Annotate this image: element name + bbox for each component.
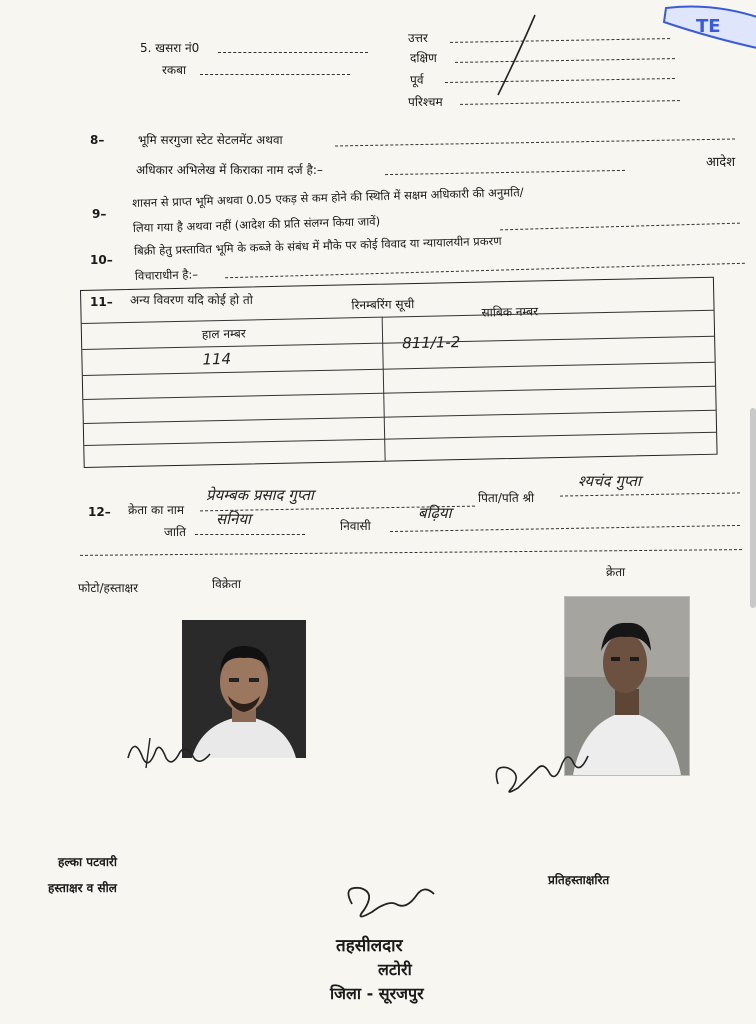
scrollbar[interactable] <box>750 408 756 608</box>
row8-aside: आदेश <box>706 155 736 170</box>
patwari-sign-seal: हस्ताक्षर व सील <box>48 881 117 895</box>
photo-sign-label: फोटो/हस्ताक्षर <box>78 581 139 595</box>
row10-line2: विचाराधीन है:– <box>134 267 199 283</box>
patwari-title: हल्का पटवारी <box>58 855 117 869</box>
row12-number: 12– <box>88 505 111 519</box>
blue-stamp-mark <box>656 0 756 50</box>
resident-label: निवासी <box>340 519 371 533</box>
father-name-value: श्यचंद गुप्ता <box>578 472 641 490</box>
row8-line1: भूमि सरगुजा स्टेट सेटलमेंट अथवा <box>138 133 283 147</box>
boundary-south-label: दक्षिण <box>410 51 437 65</box>
svg-text:TE: TE <box>696 16 721 37</box>
table-previous-value: 811/1-2 <box>401 333 461 353</box>
row10-number: 10– <box>90 253 113 267</box>
row9-block <box>132 180 713 236</box>
table-col-previous: साबिक नम्बर <box>481 304 539 320</box>
buyer-name-label: क्रेता का नाम <box>128 503 185 517</box>
row9-number: 9– <box>92 207 107 221</box>
buyer-label: क्रेता <box>606 565 626 579</box>
tehsildar-signature <box>336 874 446 926</box>
seal-place: लटोरी <box>378 960 412 979</box>
boundary-east-label: पूर्व <box>410 73 424 87</box>
row9-line2: लिया गया है अथवा नहीं (आदेश की प्रति संलग्न किया जावें) <box>132 214 381 235</box>
row9-line1: शासन से प्राप्त भूमि अथवा 0.05 एकड़ से कम होने की स्थिति में सक्षम अधिकारी की अनुमति/ <box>132 185 524 210</box>
boundary-north-label: उत्तर <box>408 31 428 45</box>
row10-line1: बिक्री हेतु प्रस्तावित भूमि के कब्जे के संबंध में मौके पर कोई विवाद या न्यायालयीन प्रकरण <box>134 233 502 258</box>
table-current-value: 114 <box>202 349 232 369</box>
seller-signature <box>120 728 220 778</box>
caste-label: जाति <box>164 525 186 539</box>
row11-label: अन्य विवरण यदि कोई हो तो <box>130 293 253 307</box>
father-name-label: पिता/पति श्री <box>478 491 535 505</box>
caste-value: सनिया <box>216 510 251 528</box>
resident-value: बढ़िया <box>418 504 452 522</box>
seller-label: विक्रेता <box>212 577 241 591</box>
seal-district: जिला - सूरजपुर <box>330 984 424 1003</box>
row10-block <box>134 228 705 284</box>
table-title: रिनम्बरिंग सूची <box>351 297 415 313</box>
row11-number: 11– <box>90 295 113 309</box>
boundary-west-label: परिश्चम <box>408 95 443 109</box>
renumbering-table <box>80 277 718 468</box>
seal-designation: तहसीलदार <box>336 936 403 956</box>
khasra-label: 5. खसरा नं0 <box>140 41 200 55</box>
row8-number: 8– <box>90 133 105 147</box>
pen-stroke <box>490 10 540 100</box>
buyer-signature <box>488 734 598 804</box>
table-col-current: हाल नम्बर <box>201 326 246 342</box>
buyer-name-value: प्रेयम्बक प्रसाद गुप्ता <box>206 486 314 504</box>
area-label: रकबा <box>162 63 187 77</box>
row8-line2: अधिकार अभिलेख में किराका नाम दर्ज है:– <box>136 163 323 177</box>
countersigned-label: प्रतिहस्ताक्षरित <box>548 873 610 887</box>
